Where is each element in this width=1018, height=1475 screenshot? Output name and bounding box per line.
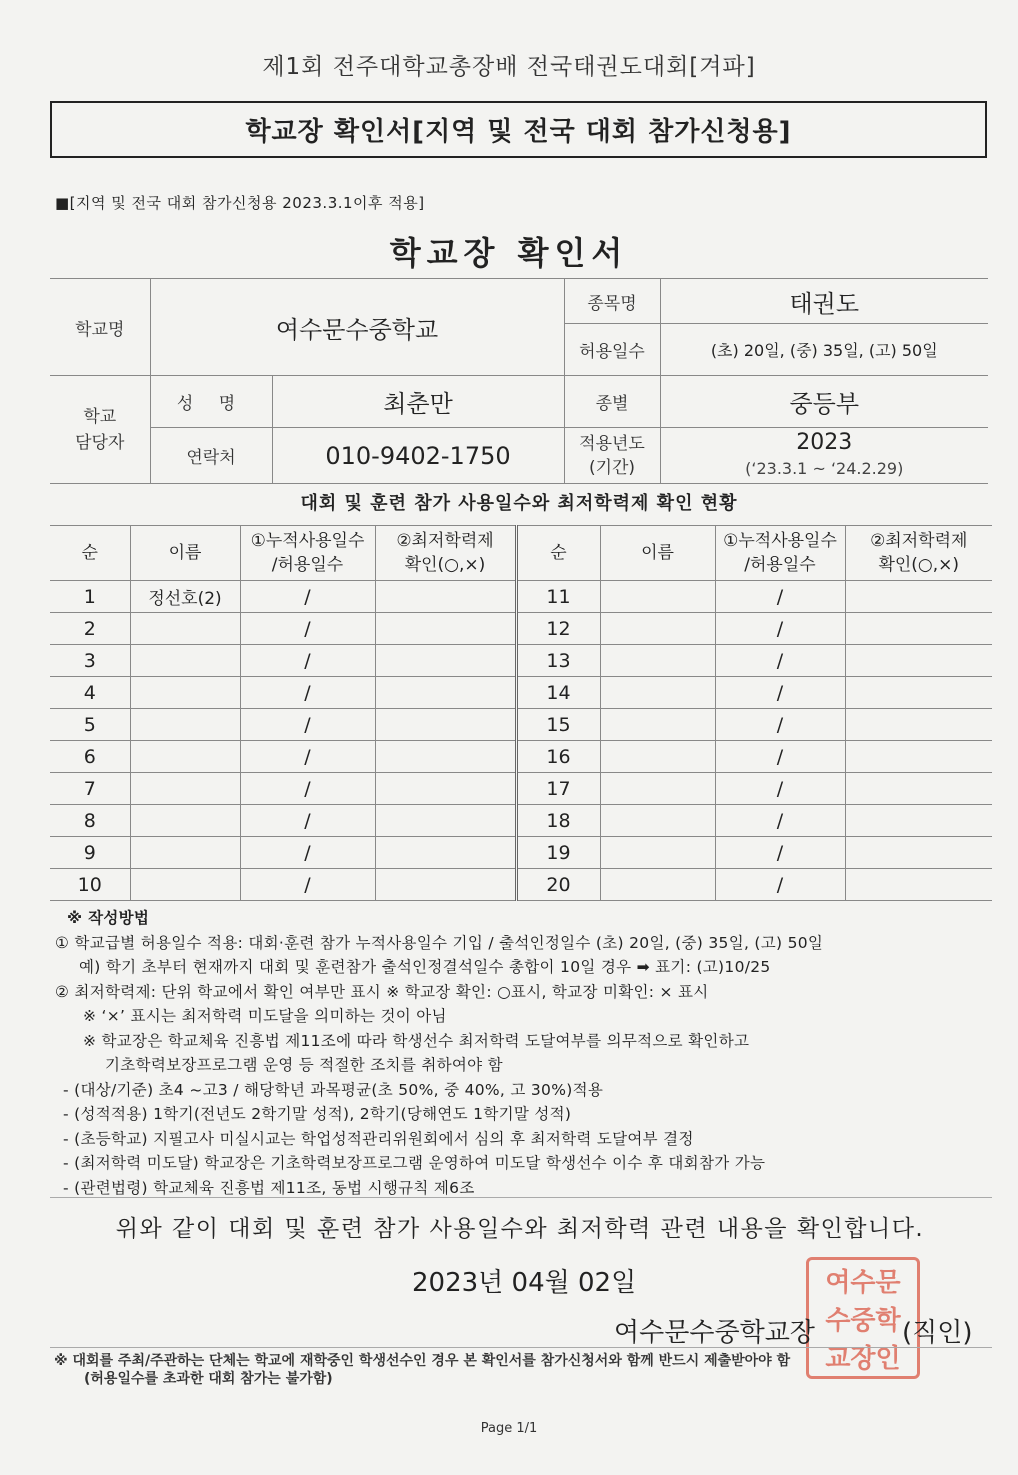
row-number-cell: 14 — [516, 677, 600, 709]
student-name-cell — [600, 645, 715, 677]
header-days-right — [715, 526, 845, 581]
student-name-cell — [600, 741, 715, 773]
header-check-right — [845, 526, 992, 581]
days-used-cell: / — [240, 677, 375, 709]
instruction-line: ※ ‘×’ 표시는 최저학력 미도달을 의미하는 것이 아님 — [83, 1007, 447, 1025]
header-days-right-line2: /허용일수 — [744, 555, 816, 575]
student-name-cell — [600, 837, 715, 869]
student-name-cell — [130, 677, 240, 709]
manager-name-value: 최춘만 — [272, 376, 564, 428]
student-name-cell — [130, 709, 240, 741]
days-used-cell: / — [240, 773, 375, 805]
submission-note-line: (허용일수를 초과한 대회 참가는 불가함) — [84, 1371, 333, 1387]
days-used-cell: / — [240, 805, 375, 837]
row-number-cell: 18 — [516, 805, 600, 837]
student-name-cell — [130, 613, 240, 645]
school-name-label: 학교명 — [50, 279, 150, 376]
table-row — [50, 613, 992, 645]
student-name-cell: 정선호(2) — [130, 581, 240, 613]
days-used-cell: / — [715, 773, 845, 805]
row-number-cell: 19 — [516, 837, 600, 869]
instruction-line: - (성적적용) 1학기(전년도 2학기말 성적), 2학기(당해연도 1학기말 성적) — [63, 1105, 572, 1123]
header-name: 이름 — [130, 526, 240, 581]
row-number-cell: 1 — [50, 581, 130, 613]
instruction-line: 기초학력보장프로그램 운영 등 적절한 조치를 취하여야 함 — [105, 1056, 503, 1074]
row-number-cell: 8 — [50, 805, 130, 837]
instruction-line: - (관련법령) 학교체육 진흥법 제11조, 동법 시행규칙 제6조 — [63, 1178, 475, 1197]
stamp-line: 여수문 — [825, 1268, 901, 1298]
school-name-value: 여수문수중학교 — [150, 279, 564, 376]
student-name-cell — [130, 869, 240, 901]
days-used-cell: / — [240, 709, 375, 741]
row-number-cell: 6 — [50, 741, 130, 773]
table-row — [50, 677, 992, 709]
instruction-line: ① 학교급별 허용일수 적용: 대회·훈련 참가 누적사용일수 기입 / 출석인정일수 (초) 20일, (중) 35일, (고) 50일 — [55, 933, 824, 952]
student-name-cell — [600, 869, 715, 901]
header-days-right-line1: ①누적사용일수 — [723, 531, 837, 551]
student-name-cell — [600, 613, 715, 645]
row-number-cell: 10 — [50, 869, 130, 901]
academic-check-cell — [375, 613, 516, 645]
contact-value: 010-9402-1750 — [272, 428, 564, 484]
table-row — [50, 869, 992, 901]
row-number-cell: 11 — [516, 581, 600, 613]
days-used-cell: / — [240, 837, 375, 869]
header-days-line1: ①누적사용일수 — [250, 531, 365, 551]
instruction-line: - (대상/기준) 초4 ~고3 / 해당학년 과목평균(초 50%, 중 40%, 고 30%)적용 — [63, 1080, 604, 1099]
row-number-cell: 3 — [50, 645, 130, 677]
divider — [50, 1347, 992, 1348]
student-name-cell — [600, 677, 715, 709]
table-row — [50, 645, 992, 677]
application-year-label — [564, 428, 660, 484]
academic-check-cell — [845, 773, 992, 805]
header-check-right-line1: ②최저학력제 — [870, 531, 968, 551]
row-number-cell: 12 — [516, 613, 600, 645]
year-label: 적용년도 — [579, 433, 645, 454]
academic-check-cell — [845, 645, 992, 677]
section-title: 대회 및 훈련 참가 사용일수와 최저학력제 확인 현황 — [300, 493, 738, 514]
table-row — [50, 773, 992, 805]
row-number-cell: 2 — [50, 613, 130, 645]
category-value: 중등부 — [660, 376, 988, 428]
row-number-cell: 20 — [516, 869, 600, 901]
header-check-line2: 확인(○,×) — [404, 555, 486, 575]
header-check-right-line2: 확인(○,×) — [878, 555, 960, 575]
writing-instructions — [55, 906, 995, 1200]
allowed-days-value: (초) 20일, (중) 35일, (고) 50일 — [660, 324, 988, 376]
days-used-cell: / — [240, 581, 375, 613]
sport-label: 종목명 — [564, 279, 660, 324]
days-used-cell: / — [240, 741, 375, 773]
row-number-cell: 15 — [516, 709, 600, 741]
academic-check-cell — [845, 613, 992, 645]
application-year-value — [660, 428, 988, 484]
row-number-cell: 5 — [50, 709, 130, 741]
instruction-line: ② 최저학력제: 단위 학교에서 확인 여부만 표시 ※ 학교장 확인: ○표시, 학교장 미확인: × 표시 — [55, 982, 709, 1001]
period-label: (기간) — [588, 457, 636, 478]
academic-check-cell — [375, 773, 516, 805]
academic-check-cell — [375, 581, 516, 613]
event-title: 제1회 전주대학교총장배 전국태권도대회[겨파] — [262, 54, 756, 80]
table-row — [50, 741, 992, 773]
student-name-cell — [600, 805, 715, 837]
academic-check-cell — [375, 869, 516, 901]
academic-check-cell — [375, 709, 516, 741]
student-name-cell — [130, 741, 240, 773]
period-value: (‘23.3.1 ~ ‘24.2.29) — [745, 458, 904, 478]
academic-check-cell — [375, 741, 516, 773]
days-used-cell: / — [715, 869, 845, 901]
academic-check-cell — [845, 709, 992, 741]
school-info-table — [50, 278, 988, 484]
roster-table — [50, 525, 992, 901]
student-name-cell — [600, 581, 715, 613]
days-used-cell: / — [715, 709, 845, 741]
academic-check-cell — [845, 581, 992, 613]
sport-value: 태권도 — [660, 279, 988, 324]
academic-check-cell — [845, 741, 992, 773]
header-no-right: 순 — [516, 526, 600, 581]
submission-note — [54, 1352, 1006, 1388]
header-days — [240, 526, 375, 581]
row-number-cell: 17 — [516, 773, 600, 805]
applicability-note: ■[지역 및 전국 대회 참가신청용 2023.3.1이후 적용] — [55, 194, 425, 212]
divider — [50, 1197, 992, 1198]
days-used-cell: / — [715, 837, 845, 869]
academic-check-cell — [375, 837, 516, 869]
days-used-cell: / — [240, 869, 375, 901]
academic-check-cell — [375, 677, 516, 709]
header-days-line2: /허용일수 — [271, 555, 344, 575]
allowed-days-label: 허용일수 — [564, 324, 660, 376]
header-check — [375, 526, 516, 581]
instruction-line: ※ 학교장은 학교체육 진흥법 제11조에 따라 학생선수 최저학력 도달여부를 의무적으로 확인하고 — [83, 1031, 750, 1050]
instructions-title: ※ 작성방법 — [67, 909, 150, 927]
table-row — [50, 837, 992, 869]
days-used-cell: / — [715, 613, 845, 645]
submission-note-line: ※ 대회를 주최/주관하는 단체는 학교에 재학중인 학생선수인 경우 본 확인서를 참가신청서와 함께 반드시 제출받아야 함 — [54, 1353, 791, 1369]
student-name-cell — [130, 805, 240, 837]
table-row — [50, 805, 992, 837]
issue-date: 2023년 04월 02일 — [412, 1268, 637, 1298]
academic-check-cell — [845, 805, 992, 837]
days-used-cell: / — [715, 805, 845, 837]
form-title-box: 학교장 확인서[지역 및 전국 대회 참가신청용] — [50, 101, 987, 158]
student-name-cell — [600, 709, 715, 741]
header-check-line1: ②최저학력제 — [396, 531, 494, 551]
confirmation-statement: 위와 같이 대회 및 훈련 참가 사용일수와 최저학력 관련 내용을 확인합니다. — [115, 1216, 925, 1242]
stamp-line: 수중학 — [825, 1306, 901, 1336]
academic-check-cell — [375, 805, 516, 837]
header-name-right: 이름 — [600, 526, 715, 581]
table-row — [50, 709, 992, 741]
header-no: 순 — [50, 526, 130, 581]
year-value: 2023 — [796, 429, 853, 455]
days-used-cell: / — [240, 613, 375, 645]
days-used-cell: / — [715, 741, 845, 773]
stamp-line: 교장인 — [825, 1344, 901, 1374]
signer-name: 여수문수중학교장 — [614, 1318, 815, 1348]
table-row — [50, 581, 992, 613]
academic-check-cell — [845, 677, 992, 709]
row-number-cell: 13 — [516, 645, 600, 677]
instruction-line: 예) 학기 초부터 현재까지 대회 및 훈련참가 출석인정결석일수 총합이 10일 경우 ➡ 표기: (고)10/25 — [79, 958, 771, 976]
academic-check-cell — [845, 837, 992, 869]
instruction-line: - (초등학교) 지필고사 미실시교는 학업성적관리위원회에서 심의 후 최저학력 도달여부 결정 — [63, 1129, 694, 1148]
academic-check-cell — [375, 645, 516, 677]
row-number-cell: 16 — [516, 741, 600, 773]
row-number-cell: 7 — [50, 773, 130, 805]
document-title: 학교장 확인서 — [389, 234, 629, 272]
row-number-cell: 4 — [50, 677, 130, 709]
days-used-cell: / — [715, 677, 845, 709]
category-label: 종별 — [564, 376, 660, 428]
student-name-cell — [130, 645, 240, 677]
row-number-cell: 9 — [50, 837, 130, 869]
academic-check-cell — [845, 869, 992, 901]
student-name-cell — [600, 773, 715, 805]
seal-label: (직인) — [902, 1318, 973, 1348]
page-number: Page 1/1 — [480, 1421, 538, 1436]
days-used-cell: / — [715, 645, 845, 677]
days-used-cell: / — [715, 581, 845, 613]
school-manager-label: 학교 담당자 — [50, 376, 150, 484]
instruction-line: - (최저학력 미도달) 학교장은 기초학력보장프로그램 운영하여 미도달 학생선수 이수 후 대회참가 가능 — [63, 1154, 766, 1172]
student-name-cell — [130, 773, 240, 805]
manager-name-label: 성 명 — [150, 376, 272, 428]
student-name-cell — [130, 837, 240, 869]
contact-label: 연락처 — [150, 428, 272, 484]
days-used-cell: / — [240, 645, 375, 677]
